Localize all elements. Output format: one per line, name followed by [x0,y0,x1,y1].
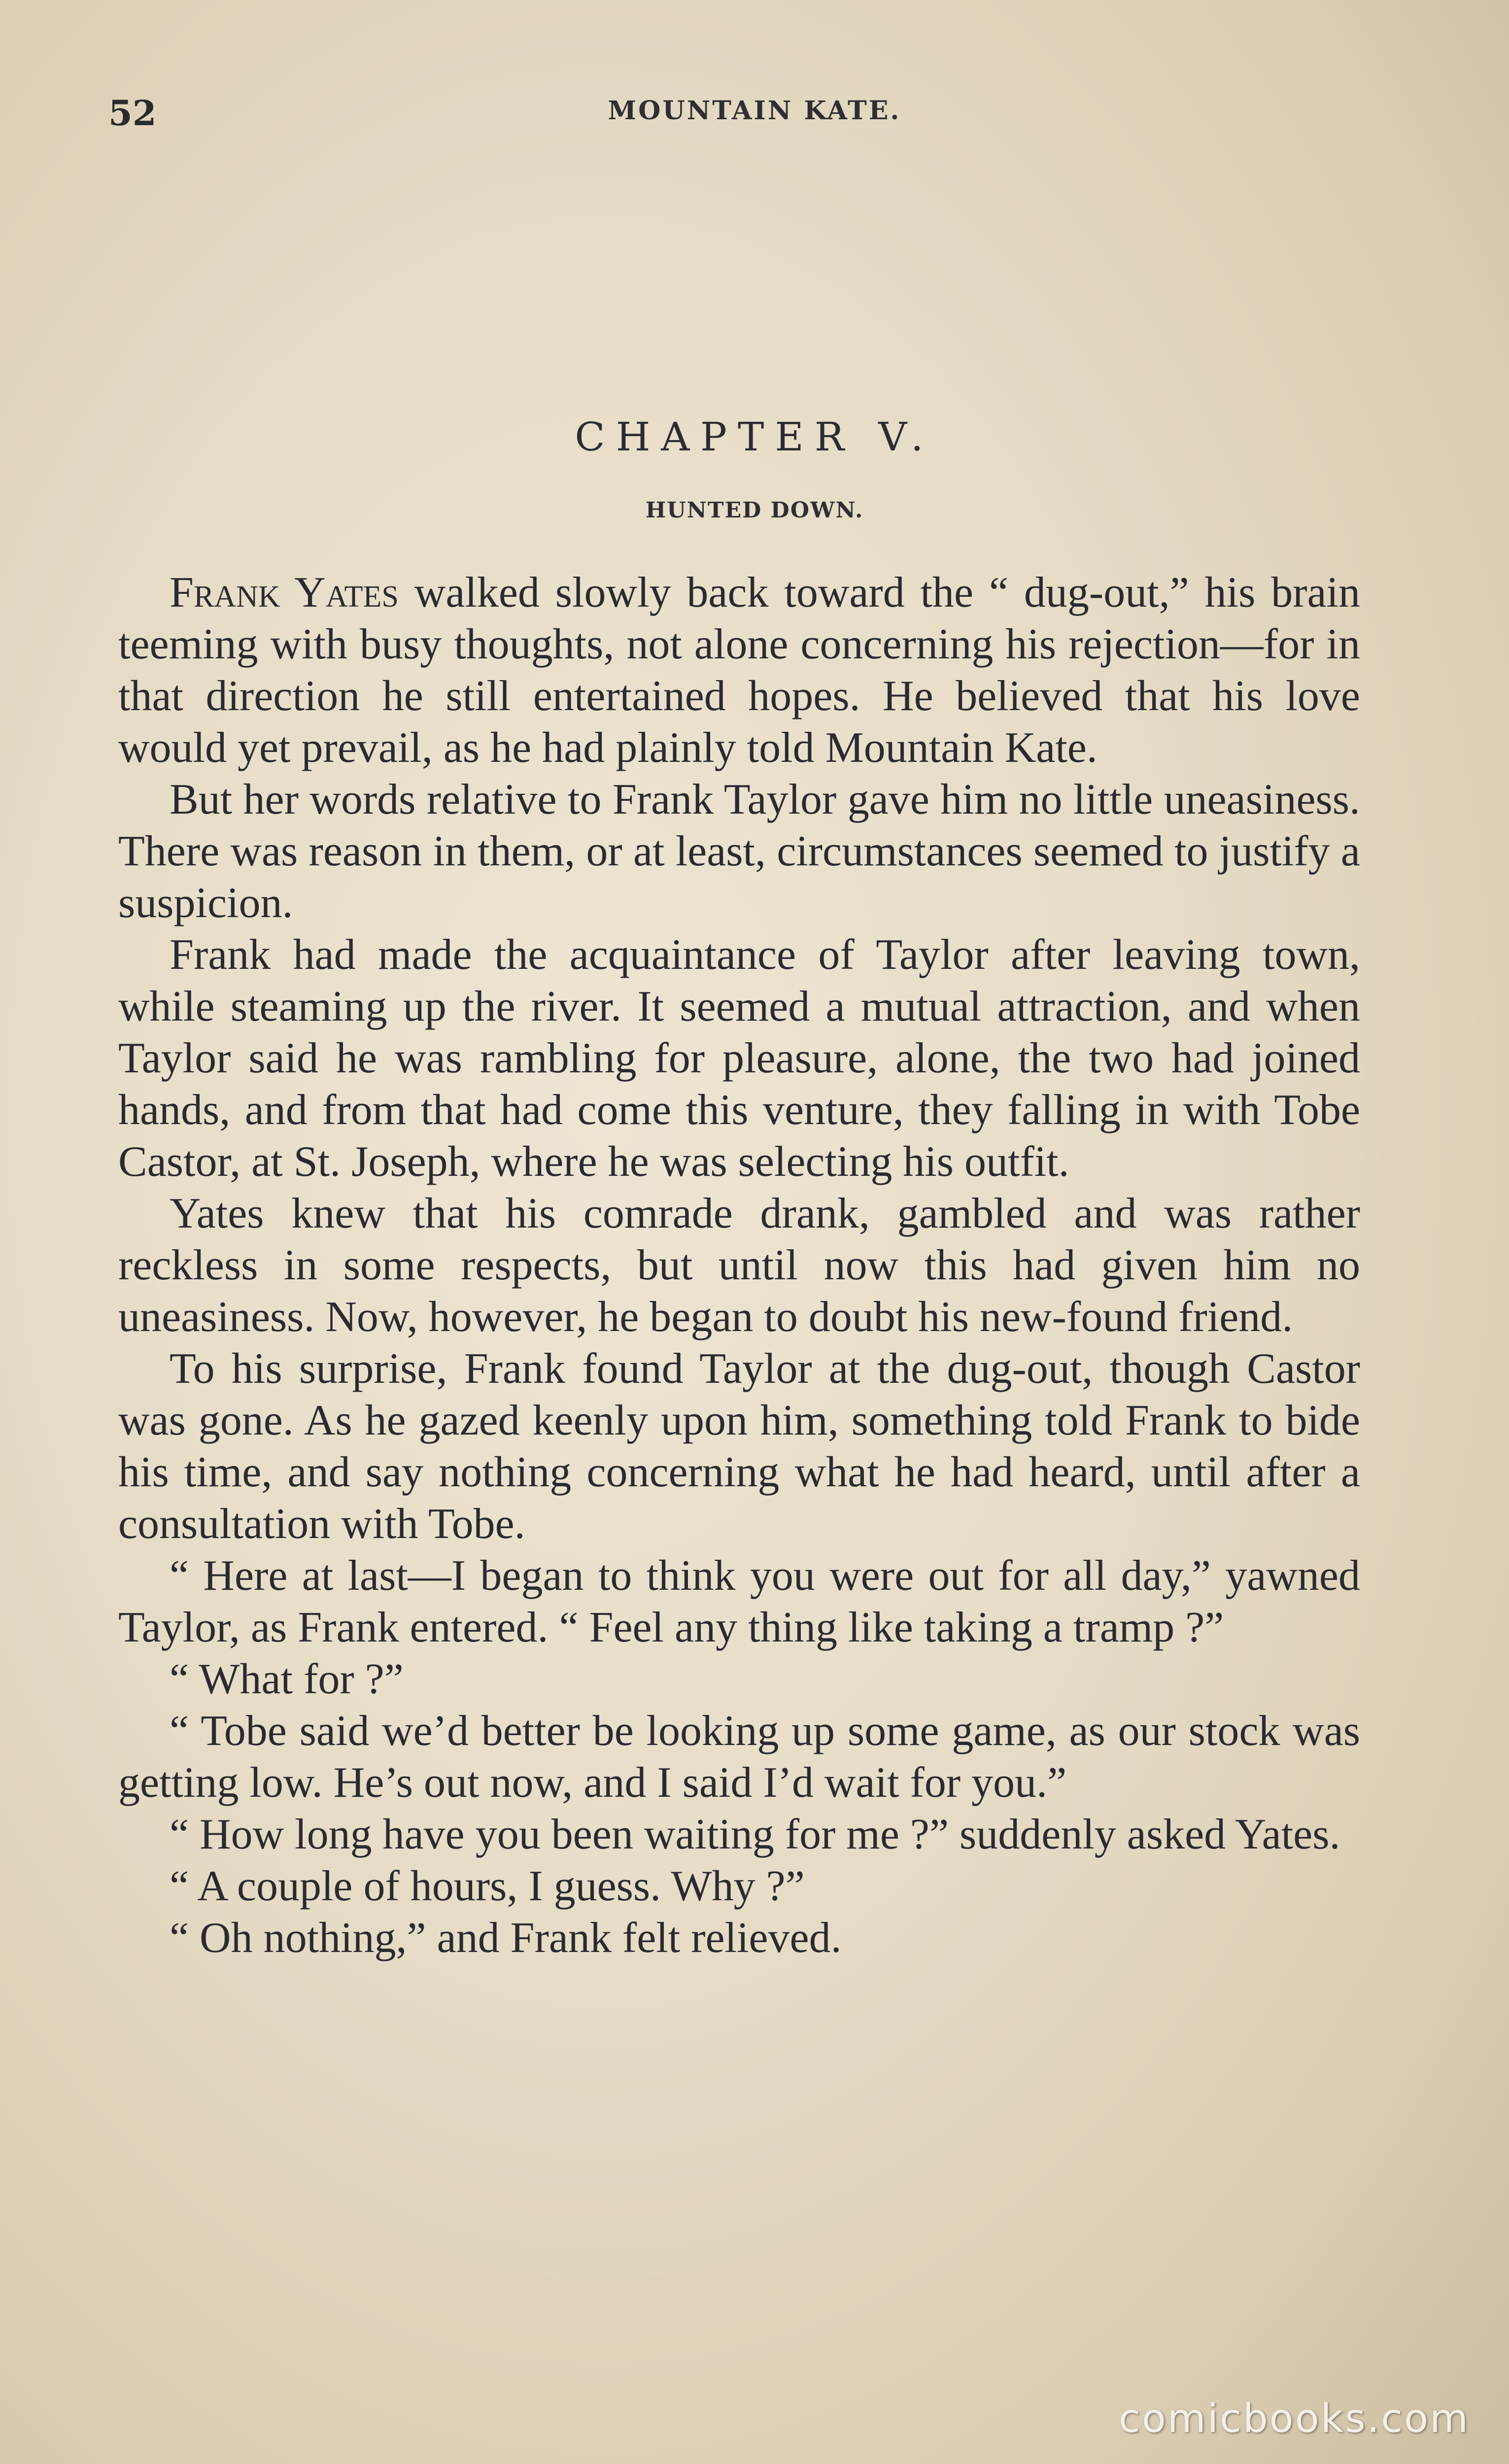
paragraph: Frank had made the acquaintance of Taylor after leaving town, while steaming up the river. It seemed a mutual attraction, and when Taylor said he was rambling for pleasure, alone, the two had joined hands, and from that had come this venture, they falling in with Tobe Castor, at St. Joseph, where he was selecting his outfit. [118,931,1360,1186]
paragraph: “ What for ?” [170,1655,404,1703]
running-head [0,93,1509,137]
body-text [118,567,1360,1964]
chapter-subtitle: HUNTED DOWN. [645,498,864,523]
chapter-title: CHAPTER V. [575,414,934,460]
paragraph-lead: Frank Yates [170,569,399,616]
page-number: 52 [108,93,157,134]
paragraph: “ Tobe said we’d better be looking up some game, as our stock was getting low. He’s out now, and I said I’d wait for you.” [118,1707,1360,1807]
paragraph: “ Oh nothing,” and Frank felt relieved. [170,1914,842,1962]
paragraph: “ Here at last—I began to think you were out for all day,” yawned Taylor, as Frank entered. “ Feel any thing like taking a tramp ?” [118,1552,1360,1651]
paragraph [118,567,1360,774]
watermark: comicbooks.com [1118,2396,1470,2441]
paragraph-text: walked slowly back toward the “ dug-out,” his brain teeming with busy thoughts, not alone concerning his rejection—for in that direction he still entertained hopes. He believed that his love would yet prevail, as he had plainly told Mountain Kate. [118,569,1361,772]
paragraph: Yates knew that his comrade drank, gambled and was rather reckless in some respects, but until now this had given him no uneasiness. Now, however, he began to doubt his new-found friend. [118,1190,1360,1341]
running-title: MOUNTAIN KATE. [608,96,901,126]
paragraph: “ A couple of hours, I guess. Why ?” [170,1862,805,1910]
paragraph: But her words relative to Frank Taylor gave him no little uneasiness. There was reason in them, or at least, circumstances seemed to justify a suspicion. [118,776,1360,927]
paragraph: “ How long have you been waiting for me ?” suddenly asked Yates. [170,1811,1340,1858]
paragraph: To his surprise, Frank found Taylor at the dug-out, though Castor was gone. As he gazed keenly upon him, something told Frank to bide his time, and say nothing concerning what he had heard, until after a consultation with Tobe. [118,1345,1360,1548]
